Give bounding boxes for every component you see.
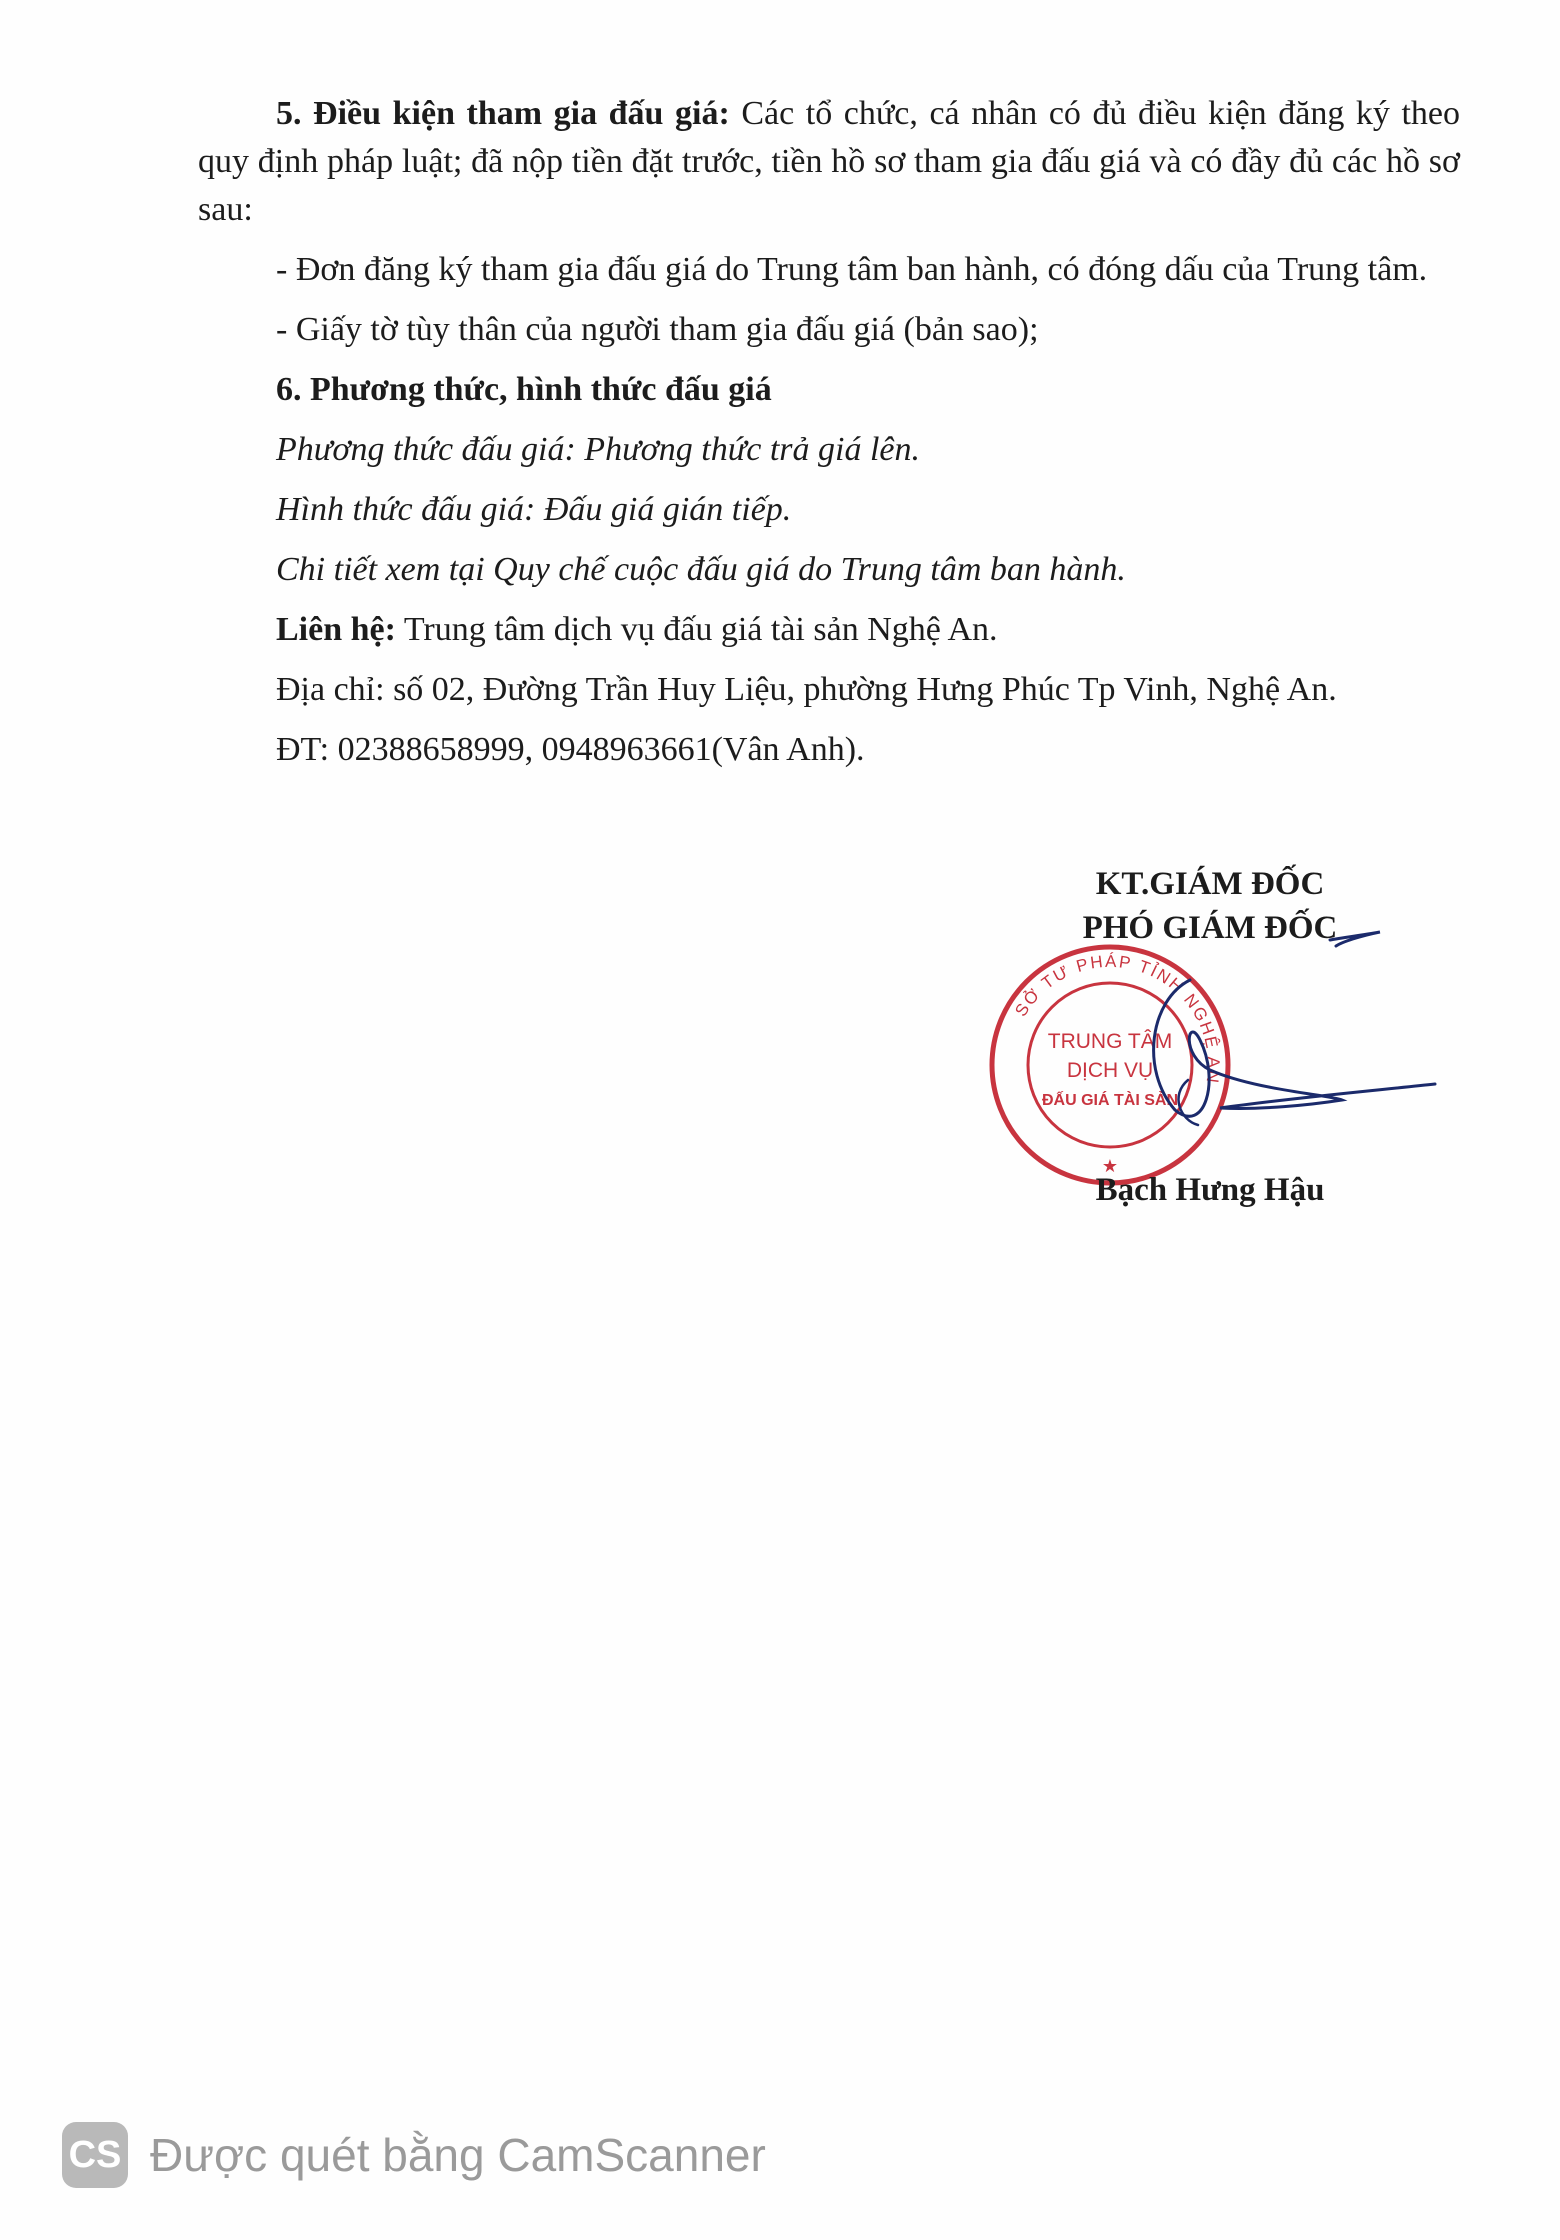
document-body	[198, 90, 1460, 786]
stamp-ring-text: SỞ TƯ PHÁP TỈNH NGHỆ AN	[1011, 951, 1224, 1086]
contact-phone: ĐT: 02388658999, 0948963661(Vân Anh).	[276, 731, 865, 768]
signature-title-2: PHÓ GIÁM ĐỐC	[1082, 910, 1338, 946]
camscanner-watermark	[62, 2120, 766, 2190]
signature-title-1: KT.GIÁM ĐỐC	[1095, 866, 1325, 902]
camscanner-logo-icon: CS	[62, 2122, 128, 2188]
contact-label: Liên hệ:	[276, 611, 396, 648]
section6-heading: 6. Phương thức, hình thức đấu giá	[276, 371, 772, 408]
section5-text: Các tổ chức, cá nhân có đủ điều kiện đăng ký theo quy định pháp luật; đã nộp tiền đặt trước, tiền hồ sơ tham gia đấu giá và có đầy đủ các hồ sơ sau:	[198, 95, 1460, 228]
section6-line-2: Hình thức đấu giá: Đấu giá gián tiếp.	[276, 491, 792, 528]
section5-item-2: - Giấy tờ tùy thân của người tham gia đấu giá (bản sao);	[276, 311, 1039, 348]
stamp-line-1: TRUNG TÂM	[1047, 1030, 1173, 1053]
handwritten-signature	[1080, 920, 1440, 1150]
section5-paragraph	[198, 90, 1460, 234]
camscanner-text: Được quét bằng CamScanner	[150, 2129, 766, 2181]
contact-value: Trung tâm dịch vụ đấu giá tài sản Nghệ An.	[395, 611, 998, 648]
stamp-line-3: ĐẤU GIÁ TÀI SẢN	[1042, 1092, 1178, 1109]
section5-item-1: - Đơn đăng ký tham gia đấu giá do Trung tâm ban hành, có đóng dấu của Trung tâm.	[276, 251, 1428, 288]
stamp-line-2: DỊCH VỤ	[1066, 1059, 1154, 1082]
section6-line-3: Chi tiết xem tại Quy chế cuộc đấu giá do Trung tâm ban hành.	[276, 551, 1126, 588]
signer-name: Bạch Hưng Hậu	[1095, 1172, 1325, 1208]
contact-line	[276, 606, 1460, 654]
contact-address: Địa chỉ: số 02, Đường Trần Huy Liệu, phường Hưng Phúc Tp Vinh, Nghệ An.	[276, 671, 1337, 708]
section5-heading: 5. Điều kiện tham gia đấu giá:	[276, 95, 730, 132]
section6-line-1: Phương thức đấu giá: Phương thức trả giá lên.	[276, 431, 921, 468]
stamp-star-icon: ★	[1101, 1156, 1119, 1177]
